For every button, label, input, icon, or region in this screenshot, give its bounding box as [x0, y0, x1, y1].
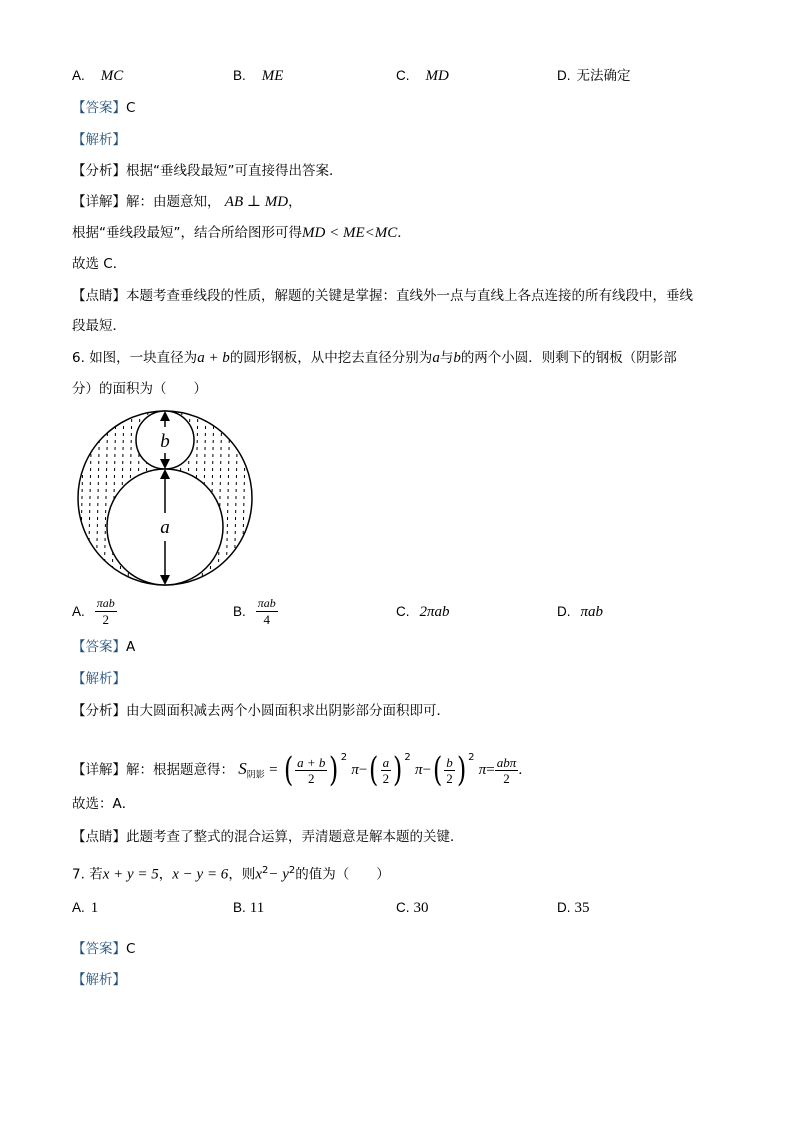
q7-stem: 7. 若x + y = 5，x − y = 6，则$x^2- y^2$的值为（ ） — [72, 865, 390, 883]
label-a: a — [160, 517, 170, 538]
q6-analysis: 【分析】由大圆面积减去两个小圆面积求出阴影部分面积即可． — [72, 703, 450, 719]
q5-analysis: 【分析】根据“垂线段最短”可直接得出答案． — [72, 163, 343, 179]
q6-detail: 【详解】解：根据题意得： $S_{阴影}$ = ( $\frac{a + b}{2}$ ) $^2$ π−( $\frac{a}{2}$ ) $^2$ π−( $\frac{b}{2}$ ) $^2$ π= $\frac{\text{abπ}}{2}$ ． — [72, 750, 532, 790]
q5-option-c: C. MD — [396, 68, 449, 84]
q5-comment: 【点睛】本题考查垂线段的性质，解题的关键是掌握：直线外一点与直线上各点连接的所有线段中，垂线 — [72, 288, 693, 304]
q6-option-b: B. $\frac{\text{πab}}{4}$ — [233, 596, 276, 627]
q5-option-a: A. MC — [72, 68, 124, 84]
q6-jiexi-heading: 【解析】 — [72, 671, 126, 687]
q7-jiexi-heading: 【解析】 — [72, 972, 126, 988]
q5-answer: 【答案】C — [72, 100, 136, 116]
q5-jiexi-heading: 【解析】 — [72, 132, 126, 148]
q6-option-c: C. 2πab — [396, 604, 450, 620]
q7-option-b: B. 11 — [233, 900, 265, 916]
q7-option-d: D. 35 — [557, 900, 590, 916]
q6-conclusion: 故选：A． — [72, 796, 136, 812]
label-b: b — [160, 431, 170, 452]
q5-option-b: B. ME — [233, 68, 284, 84]
q5-detail-line2: 根据“垂线段最短”，结合所给图形可得MD < ME<MC． — [72, 225, 411, 241]
q5-conclusion: 故选 C． — [72, 256, 127, 272]
q6-stem: 6. 如图，一块直径为a + b的圆形钢板，从中挖去直径分别为a与b的两个小圆．则剩下的钢板（阴影部 — [72, 350, 677, 366]
q6-option-a: A. $\frac{\text{πab}}{2}$ — [72, 596, 115, 627]
q6-comment: 【点睛】此题考查了整式的混合运算，弄清题意是解本题的关键． — [72, 829, 464, 845]
q5-option-d: D. 无法确定 — [557, 68, 631, 84]
q5-detail: 【详解】解：由题意知， AB ⊥ MD， — [72, 194, 302, 210]
q6-stem-cont: 分）的面积为（ ） — [72, 381, 207, 397]
q7-answer: 【答案】C — [72, 941, 136, 957]
q6-answer: 【答案】A — [72, 639, 136, 655]
q6-figure — [74, 405, 258, 589]
q5-comment-cont: 段最短． — [72, 318, 126, 334]
q7-option-a: A. 1 — [72, 900, 99, 916]
q7-option-c: C. 30 — [396, 900, 429, 916]
q6-option-d: D. πab — [557, 604, 604, 620]
